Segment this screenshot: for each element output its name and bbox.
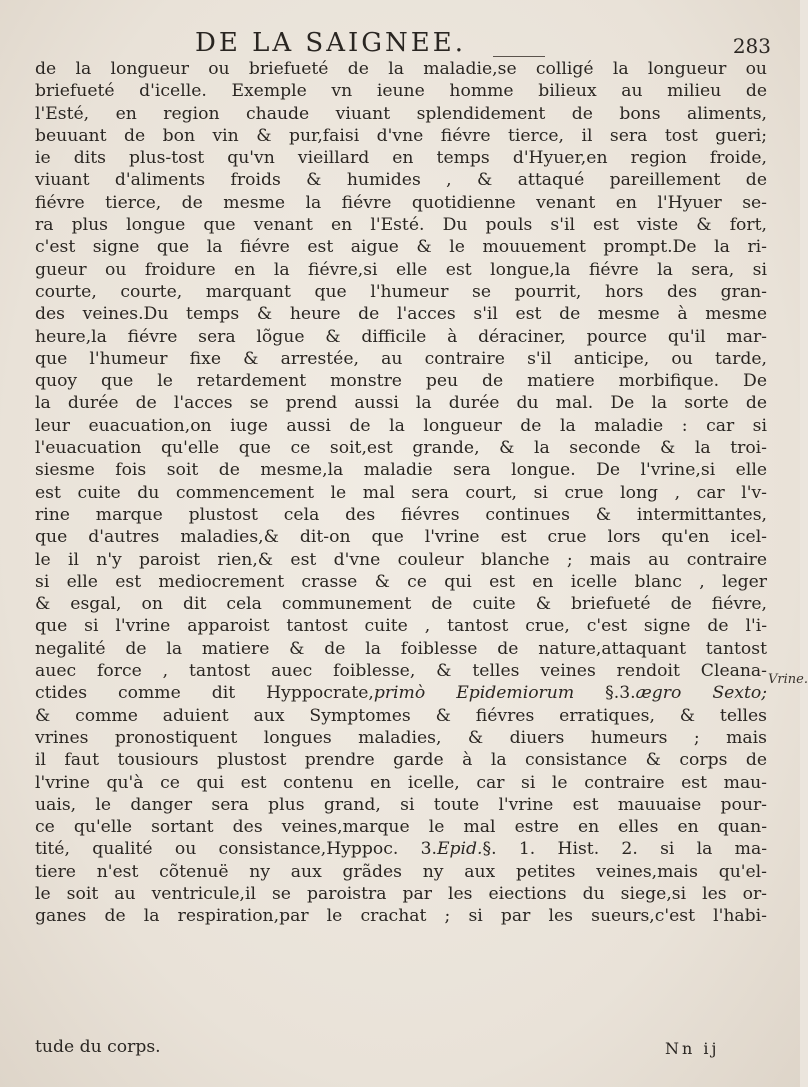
text-line: siesme fois soit de mesme,la maladie sera longue. De l'vrine,si elle bbox=[35, 460, 767, 481]
text-line: gueur ou froidure en la fiévre,si elle est longue,la fiévre la sera, si bbox=[35, 259, 767, 280]
text-line: viuant d'aliments froids & humides , & attaqué pareillement de bbox=[35, 170, 767, 191]
text-line: auec force , tantost auec foiblesse, & telles veines rendoit Cleana- bbox=[35, 661, 767, 682]
text-line: ganes de la respiration,par le crachat ; si par les sueurs,c'est l'habi- bbox=[35, 906, 767, 927]
text-line: des veines.Du temps & heure de l'acces s'il est de mesme à mesme bbox=[35, 304, 767, 325]
text-line: tiere n'est cõtenuë ny aux grãdes ny aux petites veines,mais qu'el- bbox=[35, 861, 767, 882]
page-header bbox=[195, 28, 775, 58]
text-line: courte, courte, marquant que l'humeur se pourrit, hors des gran- bbox=[35, 281, 767, 302]
text-line: beuuant de bon vin & pur,faisi d'vne fiévre tierce, il sera tost gueri; bbox=[35, 125, 767, 146]
text-line: le il n'y paroist rien,& est d'vne couleur blanche ; mais au contraire bbox=[35, 549, 767, 570]
text-line: heure,la fiévre sera lõgue & difficile à déraciner, pource qu'il mar- bbox=[35, 326, 767, 347]
text-line: est cuite du commencement le mal sera court, si crue long , car l'v- bbox=[35, 482, 767, 503]
text-line: quoy que le retardement monstre peu de matiere morbifique. De bbox=[35, 371, 767, 392]
text-line: uais, le danger sera plus grand, si toute l'vrine est mauuaise pour- bbox=[35, 794, 767, 815]
text-line: ctides comme dit Hyppocrate,primò Epidemiorum §.3.ægro Sexto; bbox=[35, 683, 768, 704]
text-line: que l'humeur fixe & arrestée, au contraire s'il anticipe, ou tarde, bbox=[35, 348, 767, 369]
text-line: rine marque plustost cela des fiévres continues & intermittantes, bbox=[35, 504, 767, 525]
body-text bbox=[35, 58, 767, 928]
running-title: DE LA SAIGNEE. bbox=[195, 28, 466, 58]
text-line: si elle est mediocrement crasse & ce qui est en icelle blanc , leger bbox=[35, 571, 767, 592]
header-rule bbox=[493, 56, 545, 57]
text-line: il faut tousiours plustost prendre garde à la consistance & corps de bbox=[35, 750, 767, 771]
text-line: que si l'vrine apparoist tantost cuite , tantost crue, c'est signe de l'i- bbox=[35, 616, 767, 637]
text-line: que d'autres maladies,& dit-on que l'vrine est crue lors qu'en icel- bbox=[35, 527, 767, 548]
text-line: la durée de l'acces se prend aussi la durée du mal. De la sorte de bbox=[35, 393, 767, 414]
text-line: negalité de la matiere & de la foiblesse de nature,attaquant tantost bbox=[35, 638, 767, 659]
text-line: de la longueur ou briefueté de la maladie,se colligé la longueur ou bbox=[35, 59, 767, 79]
margin-note: Vrine. bbox=[768, 672, 808, 687]
text-line: le soit au ventricule,il se paroistra par les eiections du siege,si les or- bbox=[35, 883, 767, 904]
text-line: & comme aduient aux Symptomes & fiévres erratiques, & telles bbox=[35, 705, 767, 726]
text-line: ra plus longue que venant en l'Esté. Du pouls s'il est viste & fort, bbox=[35, 215, 767, 236]
text-line: l'Esté, en region chaude viuant splendidement de bons aliments, bbox=[35, 103, 767, 124]
page-footer bbox=[35, 1037, 767, 1063]
text-line: ie dits plus-tost qu'vn vieillard en temps d'Hyuer,en region froide, bbox=[35, 148, 767, 169]
text-line: vrines pronostiquent longues maladies, & diuers humeurs ; mais bbox=[35, 727, 767, 748]
catchword: tude du corps. bbox=[35, 1037, 161, 1057]
text-line: briefueté d'icelle. Exemple vn ieune homme bilieux au milieu de bbox=[35, 81, 767, 102]
signature-mark: Nn ij bbox=[665, 1039, 720, 1058]
text-line: fiévre tierce, de mesme la fiévre quotidienne venant en l'Hyuer se- bbox=[35, 192, 767, 213]
text-line: leur euacuation,on iuge aussi de la longueur de la maladie : car si bbox=[35, 415, 767, 436]
text-line: c'est signe que la fiévre est aigue & le mouuement prompt.De la ri- bbox=[35, 237, 767, 258]
text-line: & esgal, on dit cela communement de cuite & briefueté de fiévre, bbox=[35, 594, 767, 615]
page-number: 283 bbox=[732, 34, 771, 58]
text-line: ce qu'elle sortant des veines,marque le mal estre en elles en quan- bbox=[35, 817, 767, 838]
text-line: l'euacuation qu'elle que ce soit,est grande, & la seconde & la troi- bbox=[35, 438, 767, 459]
text-line: tité, qualité ou consistance,Hyppoc. 3.Epid.§. 1. Hist. 2. si la ma- bbox=[35, 839, 768, 860]
text-line: l'vrine qu'à ce qui est contenu en icelle, car si le contraire est mau- bbox=[35, 772, 767, 793]
